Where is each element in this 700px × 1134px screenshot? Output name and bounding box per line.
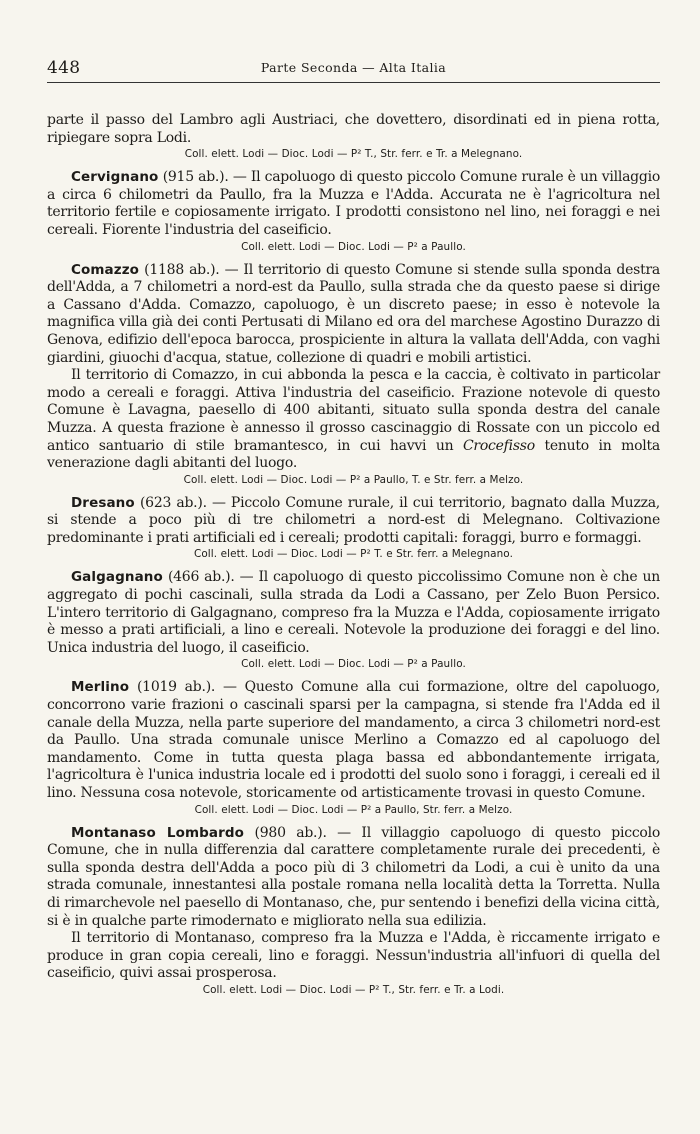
entry-heading: Montanaso Lombardo [71, 824, 245, 841]
entry-text: Il territorio di Comazzo, in cui abbonda la pesca e la caccia, è coltivato in particolar modo a cereali e foraggi. Attiva l'industria del caseificio. Frazione notevole di questo Comune è Lavagna, paesello di 400 abitanti, situato sulla sponda destra del canale Muzza. A questa frazione è annesso il grosso cascinaggio di Rossate con un piccolo ed antico santuario di stile bramantesco, in cui havvi un [47, 367, 660, 454]
coll-line: Coll. elett. Lodi — Dioc. Lodi — P² a Paullo. [241, 240, 466, 253]
entry-heading: Comazzo [71, 261, 140, 278]
entry-population: (1019 ab.). [136, 679, 216, 696]
intro-coll-line: Coll. elett. Lodi — Dioc. Lodi — P² T., Str. ferr. e Tr. a Melegnano. [184, 148, 523, 161]
entry-galgagnano [47, 569, 660, 657]
intro-paragraph: parte il passo del Lambro agli Austriaci, che dovettero, disordinati ed in piena rotta, ripiegare sopra Lodi. [47, 112, 660, 146]
entry-text: tenuto in molta venerazione dagli abitanti del luogo. [47, 437, 661, 472]
entry-heading: Galgagnano [71, 569, 163, 586]
entry-text: — Piccolo Comune rurale, il cui territorio, bagnato dalla Muzza, si stende a poco più di tre chilometri a nord-est di Melegnano. Coltivazione predominante i prati artificiali ed i cereali; prodotti capitali: foraggi, burro e formaggi. [47, 494, 661, 546]
entry-text: — Il territorio di questo Comune si stende sulla sponda destra dell'Adda, a 7 chilometri a nord-est da Paullo, sulla strada che da questo paese si dirige a Cassano d'Adda. Comazzo, capoluogo, è un discreto paese; in esso è notevole la magnifica villa già dei conti Pertusati di Milano ed ora del marchese Agostino Durazzo di Genova, edifizio dell'epoca barocca, prospiciente in altura la vallata dell'Adda, con vaghi giardini, giuochi d'acqua, statue, collezione di quadri e mobili artistici. [47, 261, 661, 366]
entry-population: (915 ab.). [162, 169, 229, 186]
entry-text: — Il capoluogo di questo piccolo Comune rurale è un villaggio a circa 6 chilometri da Paullo, fra la Muzza e l'Adda. Accurata ne è l'agricoltura nel territorio fertile e copiosamente irrigato. I prodotti consistono nel lino, nei foraggi e nei cereali. Fiorente l'industria del caseificio. [47, 169, 661, 238]
entry-heading: Dresano [71, 494, 135, 511]
entry-population: (980 ab.). [254, 824, 327, 841]
coll-line: Coll. elett. Lodi — Dioc. Lodi — P² a Paullo. [241, 658, 466, 671]
entry-comazzo-cont [47, 367, 660, 473]
entry-population: (466 ab.). [167, 569, 235, 586]
entry-comazzo [47, 262, 660, 368]
page-header [47, 58, 660, 83]
entry-population: (623 ab.). [139, 494, 207, 511]
running-title: Parte Seconda — Alta Italia [260, 60, 447, 75]
entry-cervignano [47, 169, 660, 239]
entry-text: — Il villaggio capoluogo di questo piccolo Comune, che in nulla differenzia dal carattere completamente rurale dei precedenti, è sulla sponda destra dell'Adda a poco più di 3 chilometri da Lodi, a cui è unito da una strada comunale, innestantesi alla postale romana nella località detta la Torretta. Nulla di rimarchevole nel paesello di Montanaso, che, pur sentendo i benefizi della vicina città, si è in qualche parte rimodernato e migliorato nella sua edilizia. [47, 824, 660, 929]
entry-text: — Il capoluogo di questo piccolissimo Comune non è che un aggregato di pochi cascinali, sulla strada da Lodi a Cassano, per Zelo Buon Persico. L'intero territorio di Galgagnano, compreso fra la Muzza e l'Adda, copiosamente irrigato è messo a prati artificiali, a lino e cereali. Notevole la produzione dei foraggi e del lino. Unica industria del luogo, il caseificio. [47, 569, 661, 656]
entry-population: (1188 ab.). [144, 261, 220, 278]
page-number: 448 [47, 58, 81, 78]
entry-dresano [47, 495, 660, 548]
coll-line: Coll. elett. Lodi — Dioc. Lodi — P² T. e Str. ferr. a Melegnano. [194, 548, 513, 561]
coll-line: Coll. elett. Lodi — Dioc. Lodi — P² a Paullo, T. e Str. ferr. a Melzo. [183, 473, 524, 486]
coll-line: Coll. elett. Lodi — Dioc. Lodi — P² a Paullo, Str. ferr. a Melzo. [194, 803, 513, 816]
entry-text: — Questo Comune alla cui formazione, oltre del capoluogo, concorrono varie frazioni o cascinali sparsi per la campagna, si stende fra l'Adda ed il canale della Muzza, nella parte superiore del mandamento, a circa 3 chilometri nord-est da Paullo. Una strada comunale unisce Merlino a Comazzo ed al capoluogo del mandamento. Come in tutta questa plaga bassa ed abbondantemente irrigata, l'agricoltura è l'unica industria locale ed i prodotti del suolo sono i foraggi, i cereali ed il lino. Nessuna cosa notevole, storicamente od artisticamente trovasi in questo Comune. [47, 679, 660, 801]
entry-heading: Merlino [71, 679, 130, 696]
entry-heading: Cervignano [71, 169, 159, 186]
coll-line: Coll. elett. Lodi — Dioc. Lodi — P² T., Str. ferr. e Tr. a Lodi. [202, 983, 505, 996]
page-body [47, 112, 660, 1005]
entry-montanaso-cont: Il territorio di Montanaso, compreso fra la Muzza e l'Adda, è riccamente irrigato e produce in gran copia cereali, lino e foraggi. Nessun'industria all'infuori di quella del caseificio, quivi assai prosperosa. [47, 930, 660, 982]
entry-merlino [47, 679, 660, 802]
entry-italic-term: Crocefisso [462, 437, 535, 454]
entry-montanaso [47, 825, 660, 931]
